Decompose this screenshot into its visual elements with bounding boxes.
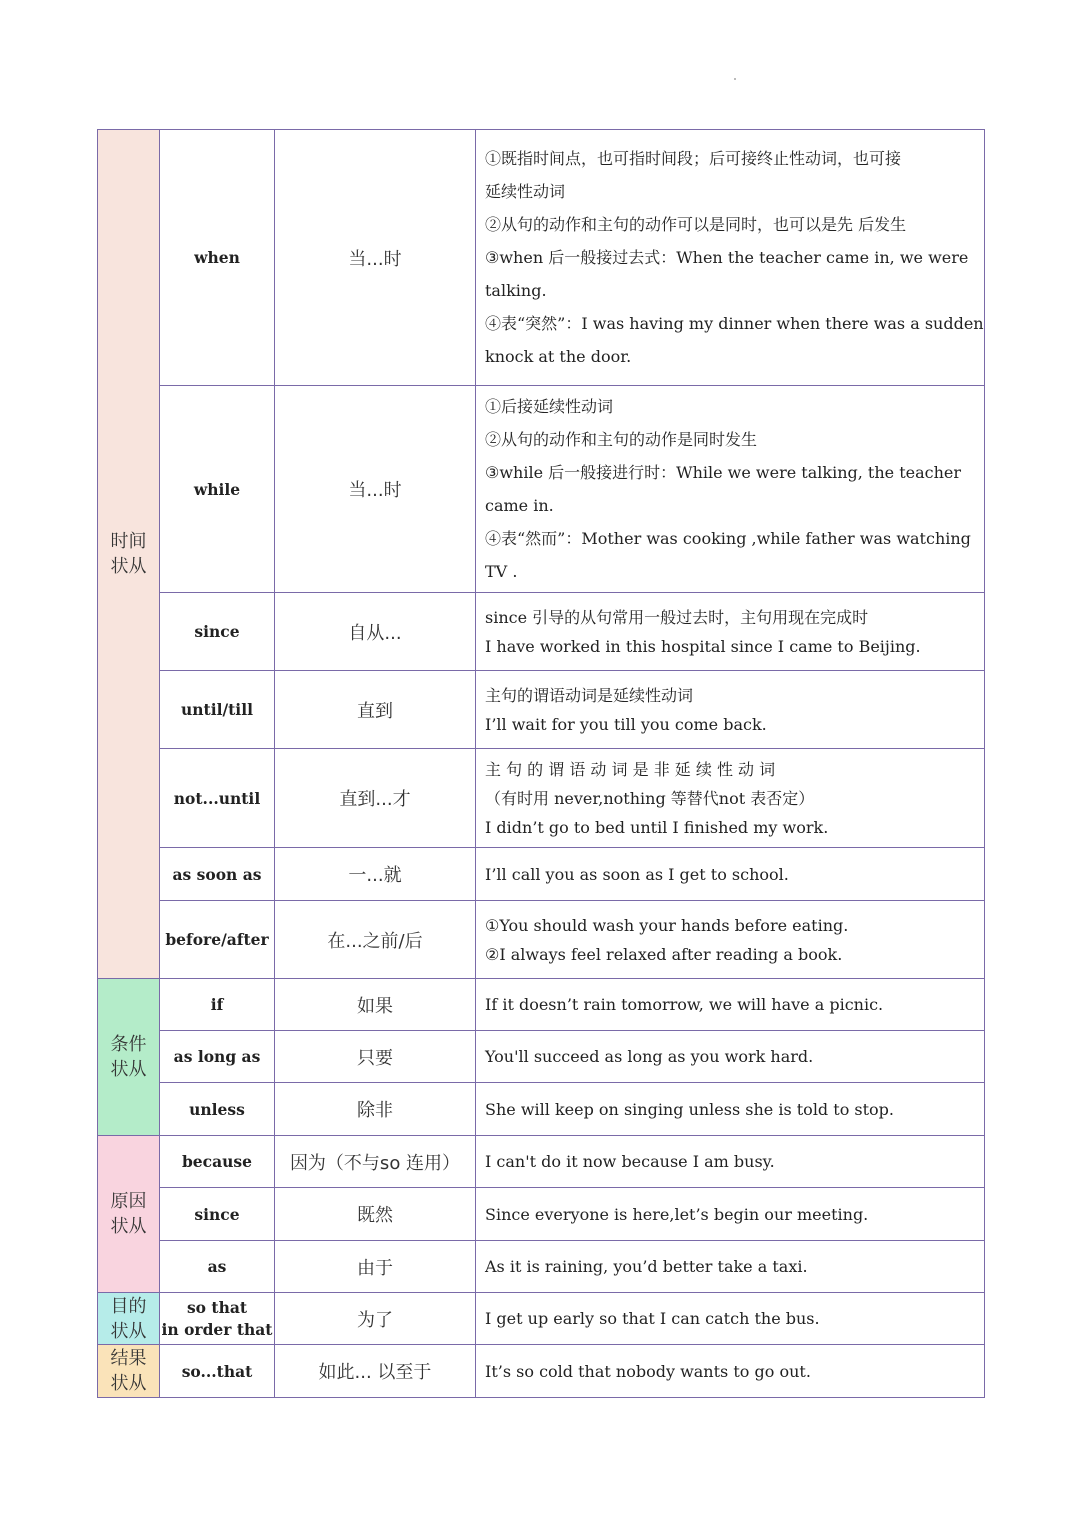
meaning-cell: 当...时 xyxy=(275,386,476,593)
table-row xyxy=(98,386,985,593)
table-row xyxy=(98,1345,985,1398)
conjunction-cell: since xyxy=(160,593,275,671)
conjunction-cell: so...that xyxy=(160,1345,275,1398)
usage-cell xyxy=(476,1293,985,1345)
usage-line: I’ll call you as soon as I get to school. xyxy=(485,864,789,884)
usage-cell xyxy=(476,1031,985,1083)
usage-line: ④表“然而”：Mother was cooking ,while father was watching xyxy=(485,529,971,548)
usage-line: I get up early so that I can catch the bus. xyxy=(485,1309,820,1328)
usage-line: TV . xyxy=(485,562,518,581)
usage-cell xyxy=(476,1083,985,1136)
table-row xyxy=(98,671,985,749)
usage-line: came in. xyxy=(485,496,554,515)
table-row xyxy=(98,130,985,386)
usage-line: talking. xyxy=(485,281,547,300)
meaning-cell: 当...时 xyxy=(275,130,476,386)
usage-line: I didn’t go to bed until I finished my work. xyxy=(485,817,829,837)
meaning-cell: 直到...才 xyxy=(275,749,476,848)
usage-line: ①后接延续性动词 xyxy=(485,397,614,416)
conjunction-cell: as xyxy=(160,1241,275,1293)
usage-cell xyxy=(476,901,985,979)
conjunction-cell: when xyxy=(160,130,275,386)
usage-line: ①You should wash your hands before eating. xyxy=(485,915,849,935)
table-row xyxy=(98,1188,985,1241)
usage-cell xyxy=(476,1345,985,1398)
meaning-cell: 因为（不与so 连用） xyxy=(275,1136,476,1188)
usage-cell xyxy=(476,749,985,848)
category-result: 结果 状从 xyxy=(98,1345,160,1398)
conjunction-cell: while xyxy=(160,386,275,593)
meaning-cell: 自从... xyxy=(275,593,476,671)
table-row xyxy=(98,848,985,901)
meaning-cell: 为了 xyxy=(275,1293,476,1345)
conjunction-cell: so that in order that xyxy=(160,1293,275,1345)
conjunction-cell: as long as xyxy=(160,1031,275,1083)
table-row xyxy=(98,1241,985,1293)
usage-cell xyxy=(476,130,985,386)
usage-line: ③when 后一般接过去式：When the teacher came in, we were xyxy=(485,248,969,267)
usage-line: ④表“突然”：I was having my dinner when there was a sudden xyxy=(485,314,984,333)
table-row xyxy=(98,1136,985,1188)
usage-cell xyxy=(476,671,985,749)
usage-line: I have worked in this hospital since I came to Beijing. xyxy=(485,636,921,656)
conjunction-cell: as soon as xyxy=(160,848,275,901)
conjunction-cell: because xyxy=(160,1136,275,1188)
usage-line: It’s so cold that nobody wants to go out. xyxy=(485,1361,811,1381)
meaning-cell: 在...之前/后 xyxy=(275,901,476,979)
table-row xyxy=(98,901,985,979)
meaning-cell: 只要 xyxy=(275,1031,476,1083)
usage-line: knock at the door. xyxy=(485,347,632,366)
usage-line: （有时用 never,nothing 等替代not 表否定） xyxy=(485,788,815,808)
meaning-cell: 由于 xyxy=(275,1241,476,1293)
usage-line: ③while 后一般接进行时：While we were talking, the teacher xyxy=(485,463,962,482)
adverbial-clause-table xyxy=(97,129,985,1398)
usage-line: ②从句的动作和主句的动作可以是同时，也可以是先 后发生 xyxy=(485,215,907,234)
category-reason: 原因 状从 xyxy=(98,1136,160,1293)
usage-cell xyxy=(476,1241,985,1293)
page-speck xyxy=(734,78,736,80)
table-row xyxy=(98,749,985,848)
usage-line: Since everyone is here,let’s begin our meeting. xyxy=(485,1204,869,1224)
meaning-cell: 一...就 xyxy=(275,848,476,901)
usage-line: since 引导的从句常用一般过去时，主句用现在完成时 xyxy=(485,607,869,627)
usage-line: As it is raining, you’d better take a taxi. xyxy=(485,1257,808,1276)
table-row xyxy=(98,593,985,671)
meaning-cell: 直到 xyxy=(275,671,476,749)
table-row xyxy=(98,1083,985,1136)
category-purpose: 目的 状从 xyxy=(98,1293,160,1345)
conjunction-cell: if xyxy=(160,979,275,1031)
meaning-cell: 除非 xyxy=(275,1083,476,1136)
usage-line: ②从句的动作和主句的动作是同时发生 xyxy=(485,430,758,449)
usage-line: You'll succeed as long as you work hard. xyxy=(485,1047,814,1066)
table-row xyxy=(98,979,985,1031)
table-row xyxy=(98,1293,985,1345)
meaning-cell: 如果 xyxy=(275,979,476,1031)
usage-cell xyxy=(476,979,985,1031)
usage-line: ②I always feel relaxed after reading a book. xyxy=(485,944,843,964)
usage-line: If it doesn’t rain tomorrow, we will have a picnic. xyxy=(485,995,884,1014)
usage-cell xyxy=(476,1136,985,1188)
usage-cell xyxy=(476,386,985,593)
usage-line: She will keep on singing unless she is told to stop. xyxy=(485,1099,895,1119)
usage-line: 延续性动词 xyxy=(485,182,566,201)
conjunction-cell: until/till xyxy=(160,671,275,749)
meaning-cell: 既然 xyxy=(275,1188,476,1241)
usage-cell xyxy=(476,593,985,671)
meaning-cell: 如此... 以至于 xyxy=(275,1345,476,1398)
usage-line: ①既指时间点，也可指时间段；后可接终止性动词，也可接 xyxy=(485,149,902,168)
usage-cell xyxy=(476,1188,985,1241)
conjunction-cell: unless xyxy=(160,1083,275,1136)
usage-line: 主 句 的 谓 语 动 词 是 非 延 续 性 动 词 xyxy=(485,759,776,779)
usage-cell xyxy=(476,848,985,901)
conjunction-cell: since xyxy=(160,1188,275,1241)
usage-line: I’ll wait for you till you come back. xyxy=(485,714,767,734)
table-row xyxy=(98,1031,985,1083)
conjunction-cell: not...until xyxy=(160,749,275,848)
category-condition: 条件 状从 xyxy=(98,979,160,1136)
category-time: 时间 状从 xyxy=(98,130,160,979)
conjunction-cell: before/after xyxy=(160,901,275,979)
usage-line: 主句的谓语动词是延续性动词 xyxy=(485,685,694,705)
usage-line: I can't do it now because I am busy. xyxy=(485,1152,775,1171)
